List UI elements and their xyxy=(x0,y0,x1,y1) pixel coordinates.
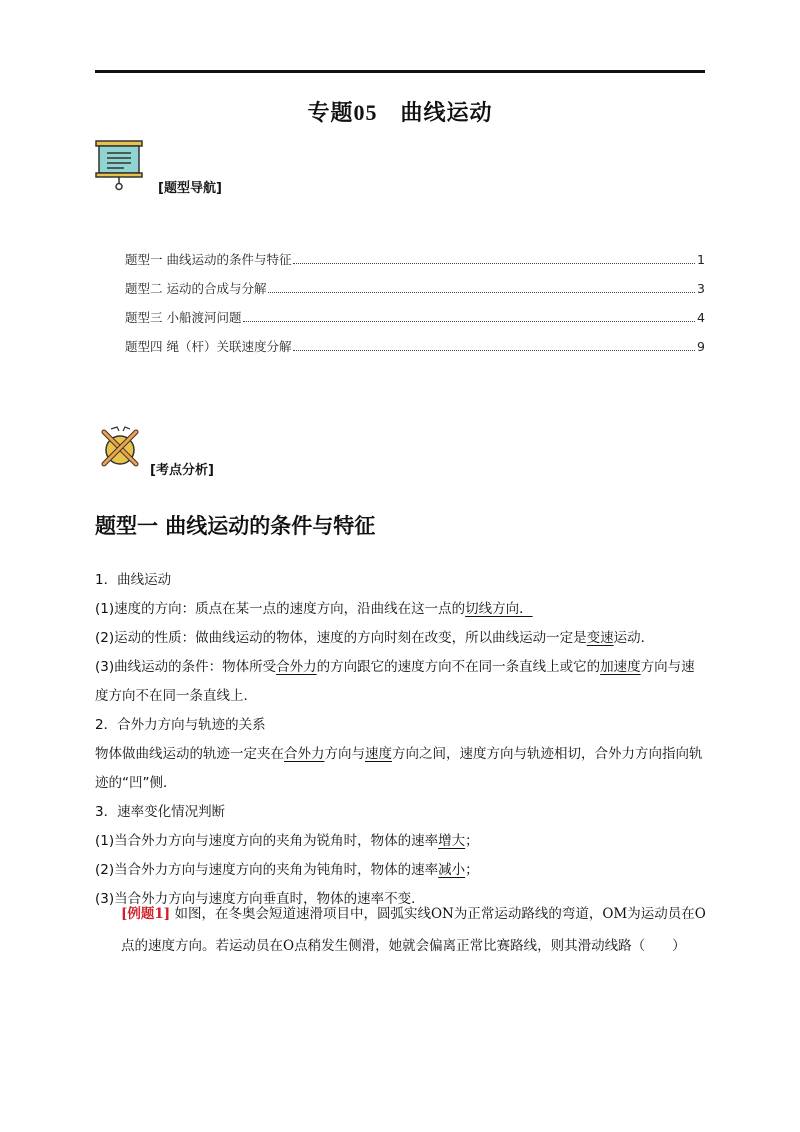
underlined-text: 合外力 xyxy=(276,659,317,675)
text: (2)当合外力方向与速度方向的夹角为钝角时，物体的速率 xyxy=(95,862,439,878)
toc-label: 题型四 绳（杆）关联速度分解 xyxy=(125,339,292,354)
section-body xyxy=(95,566,707,914)
text: ； xyxy=(465,833,479,849)
toc-leader-dots xyxy=(243,321,695,322)
paragraph xyxy=(95,827,707,856)
toc-page-number: 3 xyxy=(697,281,705,296)
example-text: 如图，在冬奥会短道速滑项目中，圆弧实线ON为正常运动路线的弯道，OM为运动员在O点的速度方向。若运动员在O点稍发生侧滑，她就会偏离正常比赛路线，则其滑动线路（ ） xyxy=(121,906,706,954)
item-title: 1．曲线运动 xyxy=(95,572,172,588)
toc-label: 题型二 运动的合成与分解 xyxy=(125,281,267,296)
underlined-text: 切线方向． xyxy=(465,601,533,617)
toc-leader-dots xyxy=(268,292,695,293)
nav-label: [题型导航] xyxy=(158,181,222,196)
item-title: 3．速率变化情况判断 xyxy=(95,804,226,820)
underlined-text: 速度 xyxy=(365,746,392,762)
text: (3)曲线运动的条件：物体所受 xyxy=(95,659,277,675)
toc-leader-dots xyxy=(293,350,695,351)
toc-row[interactable] xyxy=(125,250,705,279)
paragraph xyxy=(95,595,707,624)
paragraph: (3)当合外力方向与速度方向垂直时，物体的速率不变． xyxy=(95,891,425,907)
page-title: 专题05 曲线运动 xyxy=(307,100,493,125)
toc-row[interactable] xyxy=(125,337,705,366)
text: 方向与速度方向不在同一条直线上． xyxy=(95,659,695,704)
text: ； xyxy=(465,862,479,878)
toc-label: 题型三 小船渡河问题 xyxy=(125,310,242,325)
underlined-text: 增大 xyxy=(438,833,466,849)
example-tag: [例题1] xyxy=(121,906,171,922)
crossed-pencils-icon xyxy=(97,425,143,471)
toc-row[interactable] xyxy=(125,308,705,337)
top-rule xyxy=(95,70,705,73)
paragraph xyxy=(95,740,707,798)
toc-leader-dots xyxy=(293,263,695,264)
paragraph xyxy=(95,856,707,885)
text: (1)当合外力方向与速度方向的夹角为锐角时，物体的速率 xyxy=(95,833,439,849)
item-title: 2．合外力方向与轨迹的关系 xyxy=(95,717,266,733)
text: 物体做曲线运动的轨迹一定夹在 xyxy=(95,746,284,762)
toc-row[interactable] xyxy=(125,279,705,308)
section-heading: 题型一 曲线运动的条件与特征 xyxy=(95,514,376,538)
paragraph xyxy=(95,653,707,711)
underlined-text: 合外力 xyxy=(284,746,325,762)
toc-label: 题型一 曲线运动的条件与特征 xyxy=(125,252,292,267)
presentation-board-icon xyxy=(94,139,144,191)
analysis-label: [考点分析] xyxy=(150,463,214,478)
paragraph xyxy=(95,624,707,653)
toc-page-number: 4 xyxy=(697,310,705,325)
example-question xyxy=(121,898,707,962)
text: (1)速度的方向：质点在某一点的速度方向，沿曲线在这一点的 xyxy=(95,601,466,617)
text: 方向与 xyxy=(324,746,365,762)
text: 运动． xyxy=(613,630,655,646)
underlined-text: 加速度 xyxy=(600,659,641,675)
toc-page-number: 1 xyxy=(697,252,705,267)
text: 的方向跟它的速度方向不在同一条直线上或它的 xyxy=(316,659,601,675)
underlined-text: 变速 xyxy=(586,630,614,646)
table-of-contents xyxy=(125,250,705,366)
text: 方向之间，速度方向与轨迹相切，合外力方向指向轨迹的“凹”侧． xyxy=(95,746,703,791)
toc-page-number: 9 xyxy=(697,339,705,354)
underlined-text: 减小 xyxy=(438,862,466,878)
text: (2)运动的性质：做曲线运动的物体，速度的方向时刻在改变，所以曲线运动一定是 xyxy=(95,630,587,646)
